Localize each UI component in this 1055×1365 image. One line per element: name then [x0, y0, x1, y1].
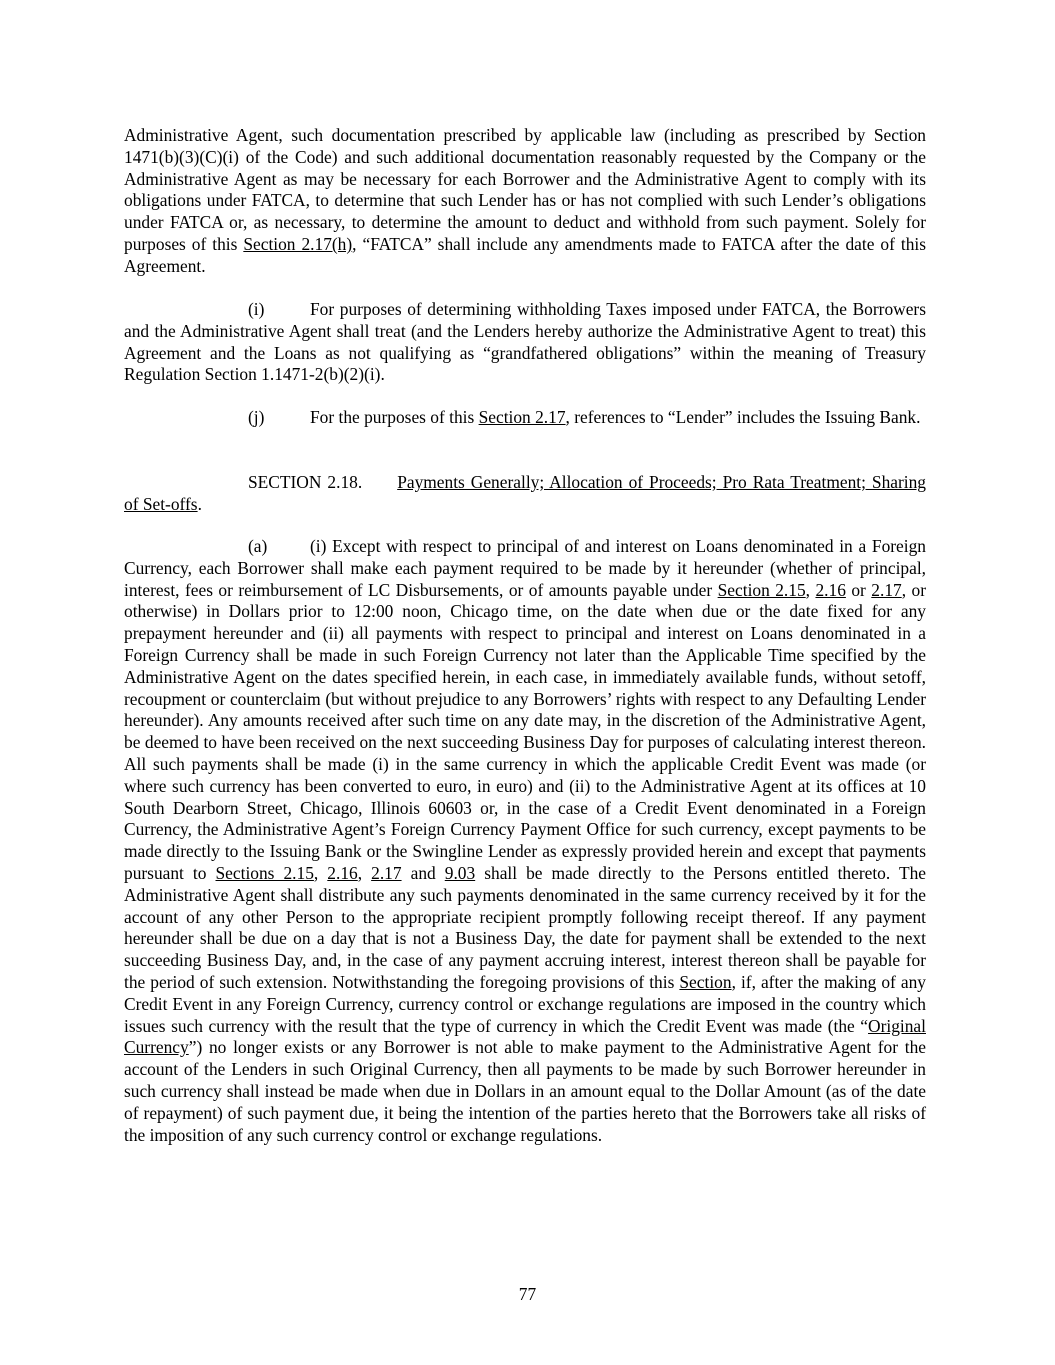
clause-label-a: (a)	[248, 536, 268, 556]
section-heading	[124, 472, 926, 516]
paragraph-text: ,	[313, 862, 328, 883]
cross-reference-2-16: 2.16	[815, 579, 846, 600]
paragraph-clause-a	[124, 536, 926, 1146]
cross-reference-section-2-17-h: Section 2.17(h)	[243, 233, 353, 254]
paragraph-text: or	[845, 579, 872, 600]
cross-reference-section-2-15: Section 2.15	[717, 579, 806, 600]
cross-reference-section-2-17: Section 2.17	[478, 407, 566, 427]
paragraph-text: shall be made directly to the Persons entitled thereto. The Administrative Agent shall distribute any such payments denominated in the same currency received by it for the account of any other Person to the appropriate recipient promptly following receipt thereof. If any payment hereunder shall be due on a day that is not a Business Day, the date for payment shall be extended to the next succeeding Business Day, and, in the case of any payment accruing interest, interest thereon shall be payable for the period of such extension. Notwithstanding the foregoing provisions of this	[124, 862, 926, 992]
cross-reference-2-17: 2.17	[871, 579, 902, 600]
cross-reference-9-03: 9.03	[444, 862, 476, 883]
cross-reference-section: Section	[679, 971, 732, 992]
paragraph-text: For purposes of determining withholding Taxes imposed under FATCA, the Borrowers and the Administrative Agent shall treat (and the Lenders hereby authorize the Administrative Agent to treat) this Agreement and the Loans as not qualifying as “grandfathered obligations” within the meaning of Treasury Regulation Section 1.1471-2(b)(2)(i).	[124, 299, 926, 385]
paragraph-text: , “FATCA” shall include any amendments made to FATCA after the date of this Agreement.	[124, 233, 926, 276]
paragraph-text: , or otherwise) in Dollars prior to 12:00 noon, Chicago time, on the date when due or the date fixed for any prepayment hereunder and (ii) all payments with respect to principal and interest on Loans denominated in a Foreign Currency shall be made in such Foreign Currency not later than the Applicable Time specified by the Administrative Agent on the dates specified herein, in each case, in immediately available funds, without setoff, recoupment or counterclaim (but without prejudice to any Borrowers’ rights with respect to any Defaulting Lender hereunder). Any amounts received after such time on any date may, in the discretion of the Administrative Agent, be deemed to have been received on the next succeeding Business Day for purposes of calculating interest thereon. All such payments shall be made (i) in the same currency in which the applicable Credit Event was made (or where such currency has been converted to euro, in euro) and (ii) to the Administrative Agent at its offices at 10 South Dearborn Street, Chicago, Illinois 60603 or, in the case of a Credit Event denominated in a Foreign Currency, the Administrative Agent’s Foreign Currency Payment Office for such currency, except payments to be made directly to the Issuing Bank or the Swingline Lender as expressly provided herein and except that payments pursuant to	[124, 579, 926, 883]
paragraph-clause-j	[124, 407, 926, 429]
paragraph-clause-i	[124, 299, 926, 386]
cross-reference-2-17: 2.17	[371, 862, 402, 883]
section-title-period: .	[197, 493, 202, 514]
paragraph-fatca-continuation	[124, 125, 926, 278]
paragraph-text: For the purposes of this	[310, 407, 479, 427]
page-number: 77	[518, 1284, 537, 1304]
paragraph-text: Administrative Agent, such documentation prescribed by applicable law (including as prescribed by Section 1471(b)(3)(C)(i) of the Code) and such additional documentation reasonably requested by the Company or the Administrative Agent as may be necessary for each Borrower and the Administrative Agent to comply with its obligations under FATCA, to determine that such Lender has or has not complied with such Lender’s obligations under FATCA or, as necessary, to determine the amount to deduct and withhold from such payment. Solely for purposes of this	[124, 125, 926, 254]
paragraph-text: ,	[357, 862, 372, 883]
paragraph-text: , if, after the making of any Credit Event in any Foreign Currency, currency control or exchange regulations are imposed in the country which issues such currency with the result that the type of currency in which the Credit Event was made (the “	[124, 971, 926, 1036]
section-title: Payments Generally; Allocation of Proceeds; Pro Rata Treatment; Sharing of Set-offs	[124, 472, 926, 514]
paragraph-text: and	[401, 862, 445, 883]
clause-label-j: (j)	[248, 407, 265, 427]
paragraph-text: ”) no longer exists or any Borrower is not able to make payment to the Administrative Agent for the account of the Lenders in such Original Currency, then all payments to be made by such Borrower hereunder in such currency shall instead be made when due in Dollars in an amount equal to the Dollar Amount (as of the date of repayment) of such payment due, it being the intention of the parties hereto that the Borrowers take all risks of the imposition of any such currency control or exchange regulations.	[124, 1037, 926, 1145]
section-number: SECTION 2.18.	[248, 472, 363, 492]
paragraph-text: ,	[805, 579, 816, 600]
clause-label-i: (i)	[248, 299, 265, 319]
cross-reference-2-16: 2.16	[327, 862, 358, 883]
defined-term-original-currency: Original Currency	[124, 1015, 926, 1058]
paragraph-text: , references to “Lender” includes the Issuing Bank.	[565, 407, 921, 427]
paragraph-text: (i) Except with respect to principal of and interest on Loans denominated in a Foreign Currency, each Borrower shall make each payment required to be made by it hereunder (whether of principal, interest, fees or reimbursement of LC Disbursements, or of amounts payable under	[124, 536, 926, 600]
cross-reference-sections-2-15: Sections 2.15	[215, 862, 314, 883]
